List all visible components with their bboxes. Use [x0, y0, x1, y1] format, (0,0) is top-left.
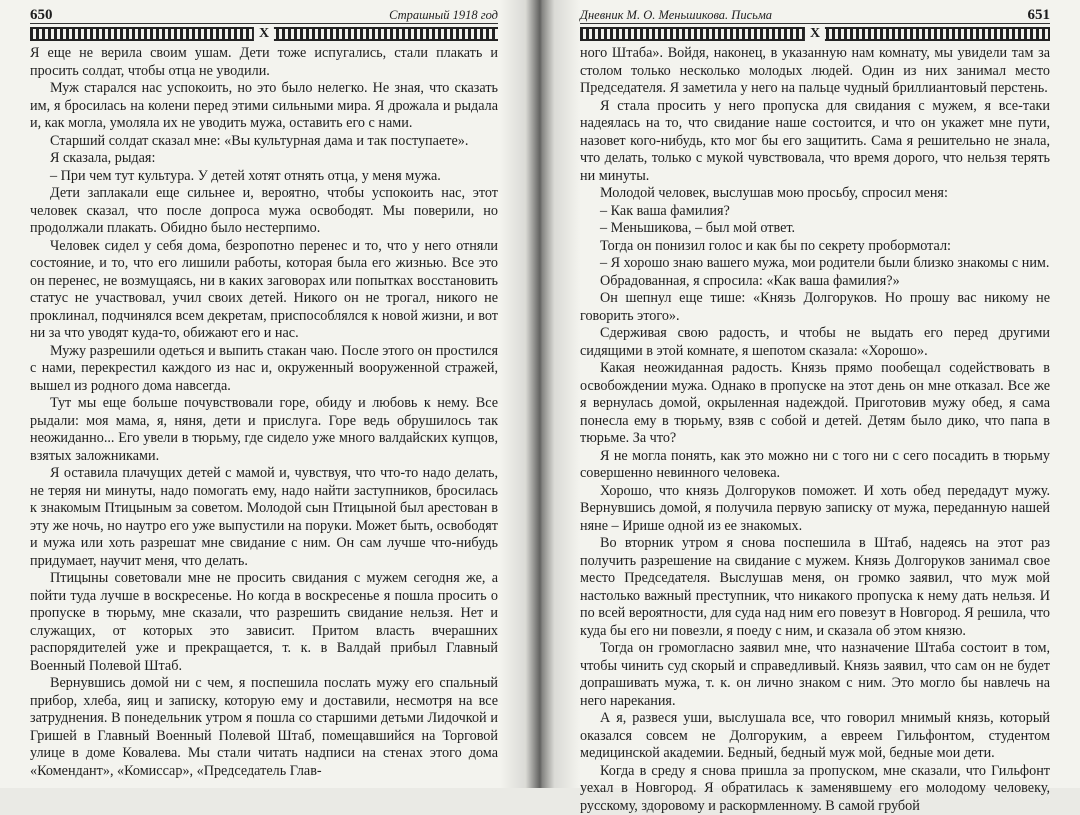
paragraph: Я стала просить у него пропуска для свидания с мужем, я все-таки надеялась на то, что свидание наше состоится, и что он укажет мне пути, назовет кого-нибудь, кто мог бы его защитить. Сама я решительно не знала, что делать, только с мукой чувствовала, что время дорого, что нельзя терять ни минуты. [580, 98, 1050, 186]
paragraph: Старший солдат сказал мне: «Вы культурная дама и так поступаете». [30, 133, 498, 151]
paragraph: – При чем тут культура. У детей хотят отнять отца, у меня мужа. [30, 168, 498, 186]
paragraph: Во вторник утром я снова поспешила в Штаб, надеясь на этот раз получить разрешение на свидание с мужем. Князь Долгоруков занимал свое место Председателя. Выслушав меня, он громко заявил, что муж мой настолько важный преступник, что никакого пропуска к нему дать нельзя. И по всей вероятности, для суда над ним его повезут в Новгород. Я решила, что куда бы его ни повезли, я поеду с ним, и сказала об этом князю. [580, 535, 1050, 640]
paragraph: Дети заплакали еще сильнее и, вероятно, чтобы успокоить нас, этот человек сказал, что после допроса мужа освободят. Мы поверили, но продолжали плакать. Обидно было нестерпимо. [30, 185, 498, 238]
paragraph: Вернувшись домой ни с чем, я поспешила послать мужу его спальный прибор, хлеба, яиц и записку, которую ему и доставили, несмотря на все затруднения. В понедельник утром я пошла со старшими детьми Лидочкой и Гришей в Главный Военный Полевой Штаб, помещавшийся на Торговой улице в доме Ковалева. Мы стали читать надписи на стенах этого дома «Комендант», «Комиссар», «Председатель Глав- [30, 675, 498, 780]
running-header [580, 5, 1050, 24]
running-title: Страшный 1918 год [389, 8, 498, 23]
running-title: Дневник М. О. Меньшикова. Письма [580, 8, 772, 23]
paragraph: Обрадованная, я спросила: «Как ваша фамилия?» [580, 273, 1050, 291]
page-number: 650 [30, 8, 53, 23]
paragraph: Сдерживая свою радость, и чтобы не выдать его перед другими сидящими в этой комнате, я шепотом сказала: «Хорошо». [580, 325, 1050, 360]
paragraph: – Я хорошо знаю вашего мужа, мои родители были близко знакомы с ним. [580, 255, 1050, 273]
paragraph: А я, развеся уши, выслушала все, что говорил мнимый князь, который оказался совсем не Долгоруким, а евреем Гильфонтом, студентом медицинской академии. Бедный, бедный муж мой, бедные мои дети. [580, 710, 1050, 763]
paragraph: ного Штаба». Войдя, наконец, в указанную нам комнату, мы увидели там за столом только несколько молодых людей. Один из них занимал место Председателя. Я заметила у него на пальце чудный бриллиантовый перстень. [580, 45, 1050, 98]
book-spine-shadow [500, 0, 580, 788]
paragraph: Тут мы еще больше почувствовали горе, обиду и любовь к нему. Все рыдали: моя мама, я, няня, дети и прислуга. Горе ведь обрушилось так неожиданно... Его увели в тюрьму, где сидело уже много валдайских купцов, взятых заложниками. [30, 395, 498, 465]
page-number: 651 [1028, 8, 1051, 23]
paragraph: Когда в среду я снова пришла за пропуском, мне сказали, что Гильфонт уехал в Новгород. Я обратилась к заменявшему его молодому человеку, русскому, здоровому и раскормленному. В самой грубой [580, 763, 1050, 815]
ornament-center-glyph: X [254, 26, 274, 42]
paragraph: – Меньшикова, – был мой ответ. [580, 220, 1050, 238]
paragraph: Я не могла понять, как это можно ни с того ни с сего посадить в тюрьму совершенно невинного человека. [580, 448, 1050, 483]
paragraph: Человек сидел у себя дома, безропотно перенес и то, что у него отняли состояние, и то, что его лишили работы, которая была его жизнью. Все это он перенес, не возмущаясь, ни в каких заговорах или попытках восстановить статус не участвовал, учил своих детей. Никого он не трогал, никого не проклинал, подчинялся всем декретам, приспособлялся к новой жизни, и вот ни за что уводят куда-то, обижают его и нас. [30, 238, 498, 343]
paragraph: – Как ваша фамилия? [580, 203, 1050, 221]
paragraph: Молодой человек, выслушав мою просьбу, спросил меня: [580, 185, 1050, 203]
paragraph: Я оставила плачущих детей с мамой и, чувствуя, что что-то надо делать, не теряя ни минуты, надо помогать ему, надо найти заступников, бросилась к знакомым Птицыным за советом. Молодой сын Птицыной был арестован в эту же ночь, но наутро его уже выпустили на поруки. Может быть, освободят и мужа или хоть разрешат мне свидание с ним. Он сам лучше что-нибудь придумает, научит меня, что делать. [30, 465, 498, 570]
paragraph: Я еще не верила своим ушам. Дети тоже испугались, стали плакать и просить солдат, чтобы отца не уводили. [30, 45, 498, 80]
paragraph: Тогда он понизил голос и как бы по секрету пробормотал: [580, 238, 1050, 256]
paragraph: Мужу разрешили одеться и выпить стакан чаю. После этого он простился с нами, перекрестил каждого из нас и, окруженный вооруженной стражей, вышел из родного дома навсегда. [30, 343, 498, 396]
paragraph: Тогда он громогласно заявил мне, что назначение Штаба состоит в том, чтобы чинить суд скорый и справедливый. Князь заявил, что сам он не будет допрашивать мужа, т. к. он лично знаком с ним. Это могло бы навлечь на него нарекания. [580, 640, 1050, 710]
ornament-center-glyph: X [805, 26, 825, 42]
paragraph: Я сказала, рыдая: [30, 150, 498, 168]
left-page [0, 0, 540, 788]
right-page [540, 0, 1080, 788]
paragraph: Какая неожиданная радость. Князь прямо пообещал содействовать в освобождении мужа. Однако в пропуске на этот день он мне отказал. Все же я вернулась домой, окрыленная надеждой. Приготовив мужу обед, я сама понесла ему в тюрьму, взяв с собой и детей. Детям было дико, что папа в тюрьме. За что? [580, 360, 1050, 448]
decorative-ornament [30, 27, 498, 41]
running-header [30, 5, 498, 24]
body-text [580, 45, 1050, 815]
body-text [30, 45, 498, 780]
paragraph: Он шепнул еще тише: «Князь Долгоруков. Но прошу вас никому не говорить этого». [580, 290, 1050, 325]
decorative-ornament [580, 27, 1050, 41]
paragraph: Муж старался нас успокоить, но это было нелегко. Не зная, что сказать им, я бросилась на колени перед этими сильными мира. Я дрожала и рыдала и, как могла, умоляла их не уводить мужа, оставить его с нами. [30, 80, 498, 133]
paragraph: Птицыны советовали мне не просить свидания с мужем сегодня же, а пойти туда лучше в воскресенье. Но когда в воскресенье я пошла просить о пропуске в тюрьму, мне сказали, что разрешить свидание нельзя. Нет и служащих, от которых это зависит. Притом власть вчерашних распорядителей уже и прекращается, т. к. в Валдай прибыл Главный Военный Полевой Штаб. [30, 570, 498, 675]
paragraph: Хорошо, что князь Долгоруков поможет. И хоть обед передадут мужу. Вернувшись домой, я получила первую записку от мужа, переданную нашей няне – Ирише одной из ее знакомых. [580, 483, 1050, 536]
